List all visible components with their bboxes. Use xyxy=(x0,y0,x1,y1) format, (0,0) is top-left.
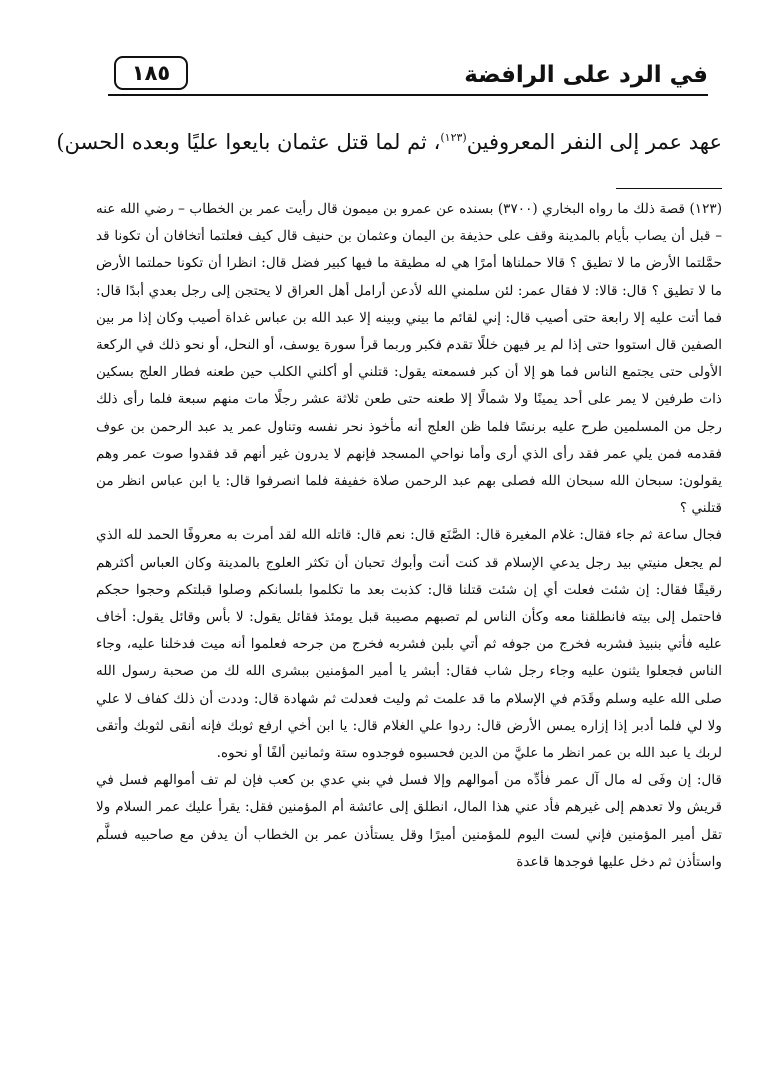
footnote-separator xyxy=(616,188,722,189)
footnote xyxy=(96,196,722,1046)
page-header xyxy=(108,56,708,98)
main-text xyxy=(56,120,722,160)
running-title: في الرد على الرافضة xyxy=(464,62,708,88)
page-number: ١٨٥ xyxy=(114,56,188,90)
main-text-before: عهد عمر إلى النفر المعروفين xyxy=(466,130,722,154)
footnote-paragraph: فجال ساعة ثم جاء فقال: غلام المغيرة قال: الصَّنَع قال: نعم قال: قاتله الله لقد أمرت به معروفًا الحمد لله الذي لم يجعل منيتي بيد رجل يدعي الإسلام قد كنت أنت وأبوك تحبان أن تكثر العلوج بالمدينة وكان العباس أكثرهم رقيقًا فقال: إن شئت فعلت أي إن شئت قتلنا قال: كذبت بعد ما تكلموا بلسانكم وصلوا قبلتكم وحجوا حجكم فاحتمل إلى بيته فانطلقنا معه وكأن الناس لم تصبهم مصيبة قبل يومئذ فقائل يقول: لا بأس وقائل يقول: أخاف عليه فأتي بنبيذ فشربه فخرج من جوفه ثم أتي بلبن فشربه فخرج من جرحه فعلموا أنه ميت فدخلنا عليه، وجاء الناس فجعلوا يثنون عليه وجاء رجل شاب فقال: أبشر يا أمير المؤمنين ببشرى الله لك من صحبة رسول الله صلى الله عليه وسلم وقَدَم في الإسلام ما قد علمت ثم وليت فعدلت ثم شهادة قال: وددت أن ذلك كفاف لا علي ولا لي فلما أدبر إذا إزاره يمس الأرض قال: ردوا علي الغلام قال: يا ابن أخي ارفع ثوبك فإنه أنقى لثوبك وأتقى لربك يا عبد الله بن عمر انظر ما عليَّ من الدين فحسبوه فوجدوه ستة وثمانين ألفًا أو نحوه. xyxy=(96,527,723,762)
footnote-paragraph: (١٢٣) قصة ذلك ما رواه البخاري (٣٧٠٠) بسنده عن عمرو بن ميمون قال رأيت عمر بن الخطاب – رضي الله عنه – قبل أن يصاب بأيام بالمدينة وقف على حذيفة بن اليمان وعثمان بن حنيف قال كيف فعلتما أتخافان أن تكونا قد حمَّلتما الأرض ما لا تطيق ؟ قالا حملناها أمرًا هي له مطيقة ما فيها كبير فضل قال: انظرا أن تكونا حملتما الأرض ما لا تطيق ؟ قال: قالا: لا فقال عمر: لئن سلمني الله لأدعن أرامل أهل العراق لا يحتجن إلى رجل بعدي أبدًا قال: فما أتت عليه إلا رابعة حتى أصيب قال: إني لقائم ما بيني وبينه إلا عبد الله بن عباس غداة أصيب وكان إذا مر بين الصفين قال استووا حتى إذا لم ير فيهن خللًا تقدم فكبر وربما قرأ سورة يوسف، أو النحل، أو نحو ذلك في الركعة الأولى حتى يجتمع الناس فما هو إلا أن كبر فسمعته يقول: قتلني أو أكلني الكلب حين طعنه فطار العلج بسكين ذات طرفين لا يمر على أحد يمينًا ولا شمالًا إلا طعنه حتى طعن ثلاثة عشر رجلًا مات منهم سبعة فلما رأى ذلك رجل من المسلمين طرح عليه برنسًا فلما ظن العلج أنه مأخوذ نحر نفسه وتناول عمر يد عبد الرحمن بن عوف فقدمه فمن يلي عمر فقد رأى الذي أرى وأما نواحي المسجد فإنهم لا يدرون غير أنهم قد فقدوا صوت عمر وهم يقولون: سبحان الله سبحان الله فصلى بهم عبد الرحمن صلاة خفيفة فلما انصرفوا قال: يا ابن عباس انظر من قتلني ؟ xyxy=(96,201,722,517)
footnote-paragraph: قال: إن وفَى له مال آل عمر فأدِّه من أموالهم وإلا فسل في بني عدي بن كعب فإن لم تف أموالهم فسل في قريش ولا تعدهم إلى غيرهم فأد عني هذا المال، انطلق إلى عائشة أم المؤمنين فقل: يقرأ عليك عمر السلام ولا تقل أمير المؤمنين فإني لست اليوم للمؤمنين أميرًا وقل يستأذن عمر بن الخطاب أن يدفن مع صاحبيه فسلَّم واستأذن ثم دخل عليها فوجدها قاعدة xyxy=(96,772,722,870)
header-rule xyxy=(108,94,708,96)
main-text-after: ، ثم لما قتل عثمان بايعوا عليًا وبعده الحسن) xyxy=(56,130,441,154)
footnote-reference[interactable]: (١٢٣) xyxy=(440,131,467,144)
